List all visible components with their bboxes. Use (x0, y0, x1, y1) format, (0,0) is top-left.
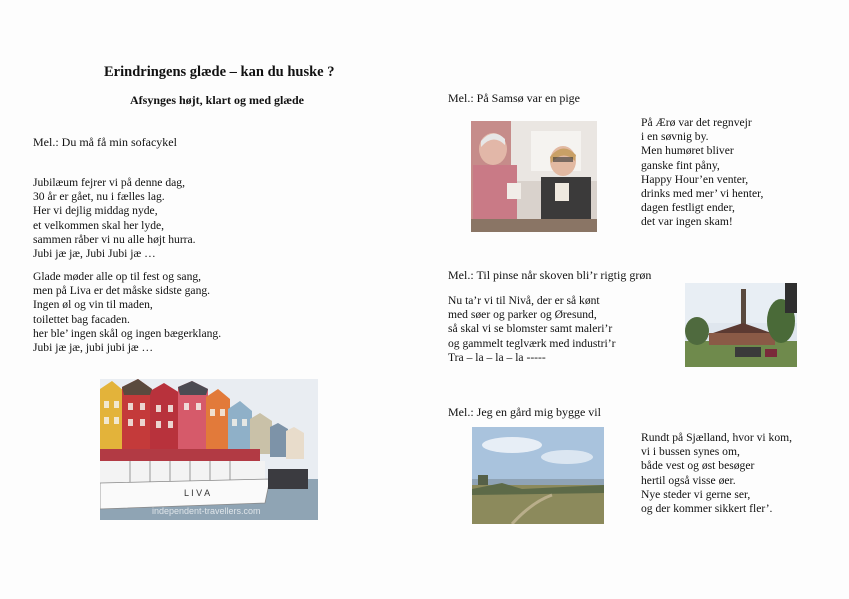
verse-aero (641, 116, 763, 230)
verse-line: og gammelt teglværk med industri’r (448, 336, 616, 350)
verse-line: Her vi dejlig middag nyde, (33, 204, 158, 218)
verse-line: vi i bussen synes om, (641, 445, 740, 459)
melody-label-left: Mel.: Du må få min sofacykel (33, 135, 177, 149)
verse-line: På Ærø var det regnvejr (641, 116, 752, 129)
verse-left-2 (33, 270, 221, 355)
verse-line: her ble’ ingen skål og ingen bægerklang. (33, 326, 222, 340)
verse-line: hertil også visse øer. (641, 473, 736, 487)
verse-line: Jubi jæ jæ, jubi jubi jæ … (33, 340, 154, 354)
melody-label-pinse: Mel.: Til pinse når skoven bli’r rigtig grøn (448, 268, 652, 282)
melody-label-samso: Mel.: På Samsø var en pige (448, 91, 580, 105)
photo-two-women (471, 121, 597, 232)
verse-left-1 (33, 176, 196, 261)
photo-brickworks-chimney (685, 283, 797, 367)
verse-line: drinks med mer’ vi henter, (641, 186, 764, 200)
verse-line: Nu ta’r vi til Nivå, der er så kønt (448, 294, 600, 307)
melody-label-gaard: Mel.: Jeg en gård mig bygge vil (448, 405, 601, 419)
verse-line: Ingen øl og vin til maden, (33, 298, 153, 312)
verse-line: ganske fint påny, (641, 158, 720, 172)
verse-line: både vest og øst besøger (641, 459, 755, 473)
verse-line: Tra – la – la – la ----- (448, 350, 546, 364)
verse-line: Nye steder vi gerne ser, (641, 487, 751, 501)
verse-line: med søer og parker og Øresund, (448, 308, 597, 322)
verse-niva (448, 294, 615, 365)
page-subtitle: Afsynges højt, klart og med glæde (130, 93, 304, 107)
photo-watermark: independent-travellers.com (152, 506, 261, 516)
verse-sjaelland (641, 431, 792, 516)
verse-line: Men humøret bliver (641, 144, 734, 158)
verse-line: et velkommen skal her lyde, (33, 218, 165, 232)
verse-line: Happy Hour’en venter, (641, 172, 749, 186)
verse-line: Jubilæum fejrer vi på denne dag, (33, 176, 185, 189)
verse-line: så skal vi se blomster samt maleri’r (448, 322, 613, 336)
photo-coast-landscape (472, 427, 604, 524)
boat-name-text: L I V A (184, 488, 211, 498)
verse-line: toilettet bag facaden. (33, 312, 130, 326)
verse-line: 30 år er gået, nu i fælles lag. (33, 190, 165, 204)
verse-line: Jubi jæ jæ, Jubi Jubi jæ … (33, 246, 156, 260)
verse-line: Glade møder alle op til fest og sang, (33, 270, 202, 283)
photo-nyhavn-boat (100, 379, 318, 520)
verse-line: det var ingen skam! (641, 215, 733, 229)
verse-line: og der kommer sikkert fler’. (641, 501, 773, 515)
verse-line: i en søvnig by. (641, 130, 709, 144)
verse-line: sammen råber vi nu alle højt hurra. (33, 232, 196, 246)
page-title: Erindringens glæde – kan du huske ? (104, 64, 335, 80)
verse-line: men på Liva er det måske sidste gang. (33, 284, 211, 298)
verse-line: Rundt på Sjælland, hvor vi kom, (641, 431, 793, 444)
verse-line: dagen festligt ender, (641, 201, 735, 215)
